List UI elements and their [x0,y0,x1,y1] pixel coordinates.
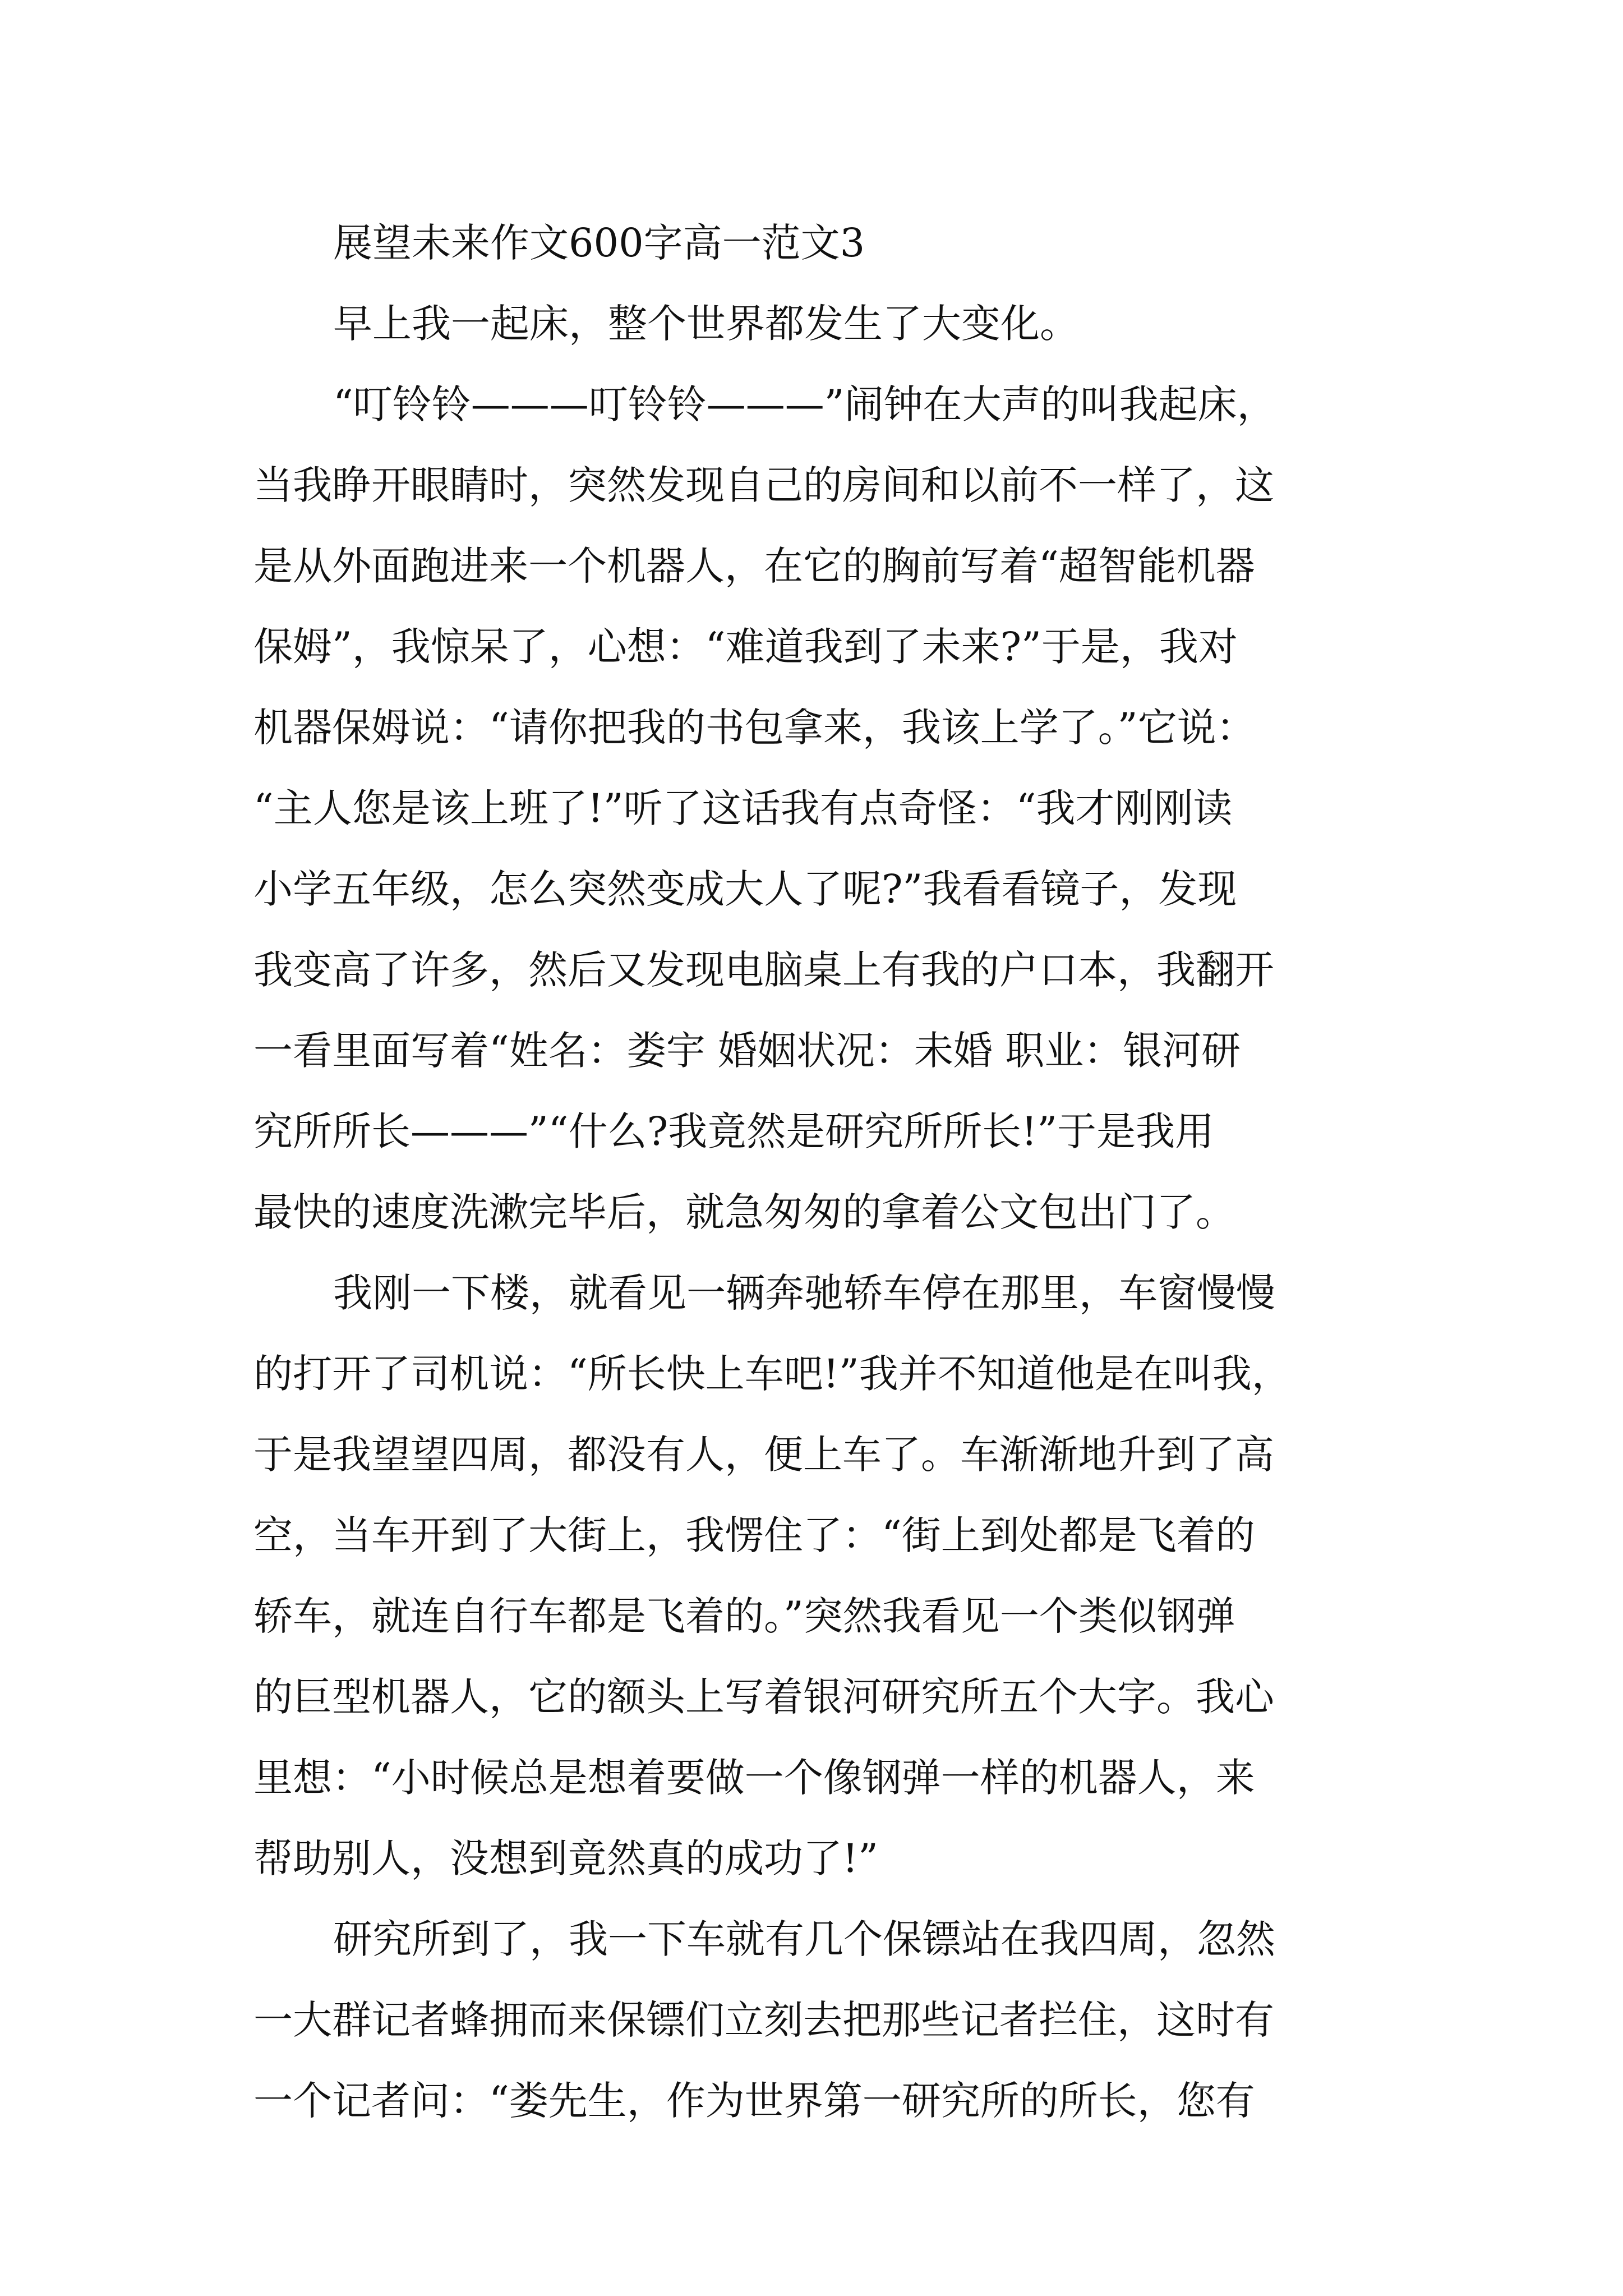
text-line: 研究所到了，我一下车就有几个保镖站在我四周，忽然 [333,1916,1275,1962]
text-line: 空，当车开到了大街上，我愣住了：“街上到处都是飞着的 [253,1512,1255,1558]
text-line: 究所所长———”“什么?我竟然是研究所所长!”于是我用 [253,1108,1215,1154]
text-line: 我变高了许多，然后又发现电脑桌上有我的户口本，我翻开 [253,947,1274,993]
text-line: 一大群记者蜂拥而来保镖们立刻去把那些记者拦住，这时有 [253,1997,1274,2043]
text-line: 于是我望望四周，都没有人，便上车了。车渐渐地升到了高 [253,1432,1274,1478]
text-line: 的打开了司机说：“所长快上车吧!”我并不知道他是在叫我， [253,1351,1291,1397]
text-line: 一看里面写着“姓名：娄宇 婚姻状况：未婚 职业：银河研 [253,1028,1241,1074]
text-line: 的巨型机器人，它的额头上写着银河研究所五个大字。我心 [253,1674,1274,1720]
document-title: 展望未来作文600字高一范文3 [333,220,865,266]
text-line: “主人您是该上班了!”听了这话我有点奇怪：“我才刚刚读 [253,785,1233,831]
text-line: 一个记者问：“娄先生，作为世界第一研究所的所长，您有 [253,2078,1255,2124]
text-line: 帮助别人，没想到竟然真的成功了!” [253,1835,878,1881]
text-line: 保姆”，我惊呆了，心想：“难道我到了未来?”于是，我对 [253,624,1238,670]
text-line: “叮铃铃———叮铃铃———”闹钟在大声的叫我起床， [333,381,1276,427]
text-line: 早上我一起床，整个世界都发生了大变化。 [333,301,1079,347]
text-line: 轿车，就连自行车都是飞着的。”突然我看见一个类似钢弹 [253,1593,1235,1639]
text-line: 里想：“小时候总是想着要做一个像钢弹一样的机器人，来 [253,1755,1255,1801]
text-line: 最快的速度洗漱完毕后，就急匆匆的拿着公文包出门了。 [253,1189,1235,1235]
text-line: 我刚一下楼，就看见一辆奔驰轿车停在那里，车窗慢慢 [333,1270,1275,1316]
text-line: 小学五年级，怎么突然变成大人了呢?”我看看镜子，发现 [253,866,1237,912]
text-line: 当我睁开眼睛时，突然发现自己的房间和以前不一样了，这 [253,462,1274,508]
text-line: 是从外面跑进来一个机器人，在它的胸前写着“超智能机器 [253,543,1255,589]
text-line: 机器保姆说：“请你把我的书包拿来，我该上学了。”它说： [253,705,1256,751]
